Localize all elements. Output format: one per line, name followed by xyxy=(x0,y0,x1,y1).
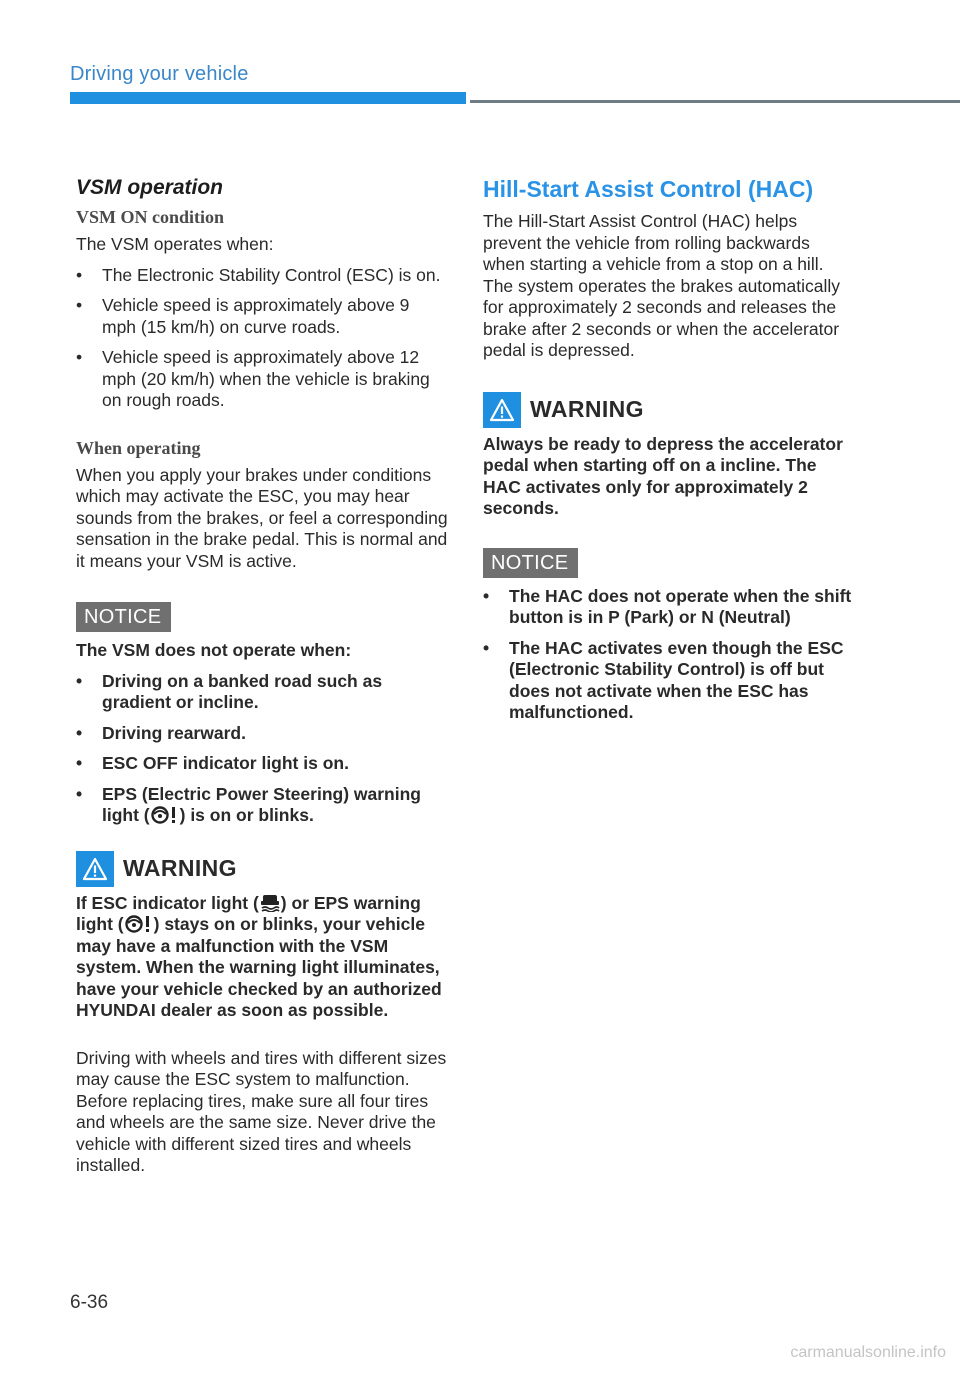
warning-header xyxy=(483,392,855,428)
section-title-vsm-operation: VSM operation xyxy=(76,176,224,199)
running-header: Driving your vehicle xyxy=(70,63,249,85)
list-item: • EPS (Electric Power Steering) warning light ( ) is on or blinks. xyxy=(76,783,421,825)
section-title-hac: Hill-Start Assist Control (HAC) xyxy=(483,176,814,202)
header-rule xyxy=(470,100,960,103)
page-number: 6-36 xyxy=(70,1292,109,1313)
notice-intro: The VSM does not operate when: xyxy=(76,640,352,660)
list-item: • The Electronic Stability Control (ESC) is on. xyxy=(76,264,441,285)
eps-warning-light-icon xyxy=(124,915,154,933)
warning-text: If ESC indicator light ( ) or EPS warning light ( ) stays on or blinks, your vehicle may have a malfunction with the VSM system. When the warning light illuminates, have your vehicle checked by an authorized HYUNDAI dealer as soon as possible. xyxy=(76,892,442,1020)
eps-warning-light-icon xyxy=(150,806,180,824)
list-item: • The HAC does not operate when the shift button is in P (Park) or N (Neutral) xyxy=(483,585,852,627)
list-item: • Vehicle speed is approximately above 12 mph (20 km/h) when the vehicle is braking on rough roads. xyxy=(76,347,430,410)
esc-indicator-light-icon xyxy=(259,894,281,912)
list-item: • Driving on a banked road such as gradient or incline. xyxy=(76,670,383,712)
notice-badge: NOTICE xyxy=(76,602,171,632)
closing-text: Driving with wheels and tires with different sizes may cause the ESC system to malfunction. Before replacing tires, make sure all four tires and wheels are the same size. Never drive the vehicle with different sized tires and wheels installed. xyxy=(76,1047,447,1175)
list-item: • Driving rearward. xyxy=(76,722,246,743)
notice-list xyxy=(76,671,448,827)
list-item: • ESC OFF indicator light is on. xyxy=(76,753,349,773)
vsm-intro-text: The VSM operates when: xyxy=(76,234,274,254)
when-operating-text: When you apply your brakes under conditions which may activate the ESC, you may hear sounds from the brakes, or feel a corresponding sensation in the brake pedal. This is normal and it means your VSM is active. xyxy=(76,464,448,571)
header-accent-bar xyxy=(70,92,466,104)
list-item: • Vehicle speed is approximately above 9 mph (15 km/h) on curve roads. xyxy=(76,295,410,337)
warning-label: WARNING xyxy=(530,396,644,422)
notice-badge: NOTICE xyxy=(483,548,578,578)
subheading-when-operating: When operating xyxy=(76,437,201,458)
warning-triangle-icon xyxy=(483,392,521,428)
right-column xyxy=(483,176,855,733)
warning-label: WARNING xyxy=(123,855,237,881)
vsm-condition-list xyxy=(76,265,448,412)
hac-warning-text: Always be ready to depress the accelerator pedal when starting off on a incline. The HAC activates only for approximately 2 seconds. xyxy=(483,433,843,518)
list-item: • The HAC activates even though the ESC (Electronic Stability Control) is off but does not activate when the ESC has malfunctioned. xyxy=(483,637,844,722)
left-column xyxy=(76,176,448,1177)
warning-header xyxy=(76,851,448,887)
watermark: carmanualsonline.info xyxy=(790,1344,946,1361)
subheading-vsm-on-condition: VSM ON condition xyxy=(76,207,225,227)
warning-triangle-icon xyxy=(76,851,114,887)
hac-description: The Hill-Start Assist Control (HAC) helps prevent the vehicle from rolling backwards when starting a vehicle from a stop on a hill. The system operates the brakes automatically for approximately 2 seconds and releases the brake after 2 seconds or when the accelerator pedal is depressed. xyxy=(483,211,840,360)
hac-notice-list xyxy=(483,586,855,724)
